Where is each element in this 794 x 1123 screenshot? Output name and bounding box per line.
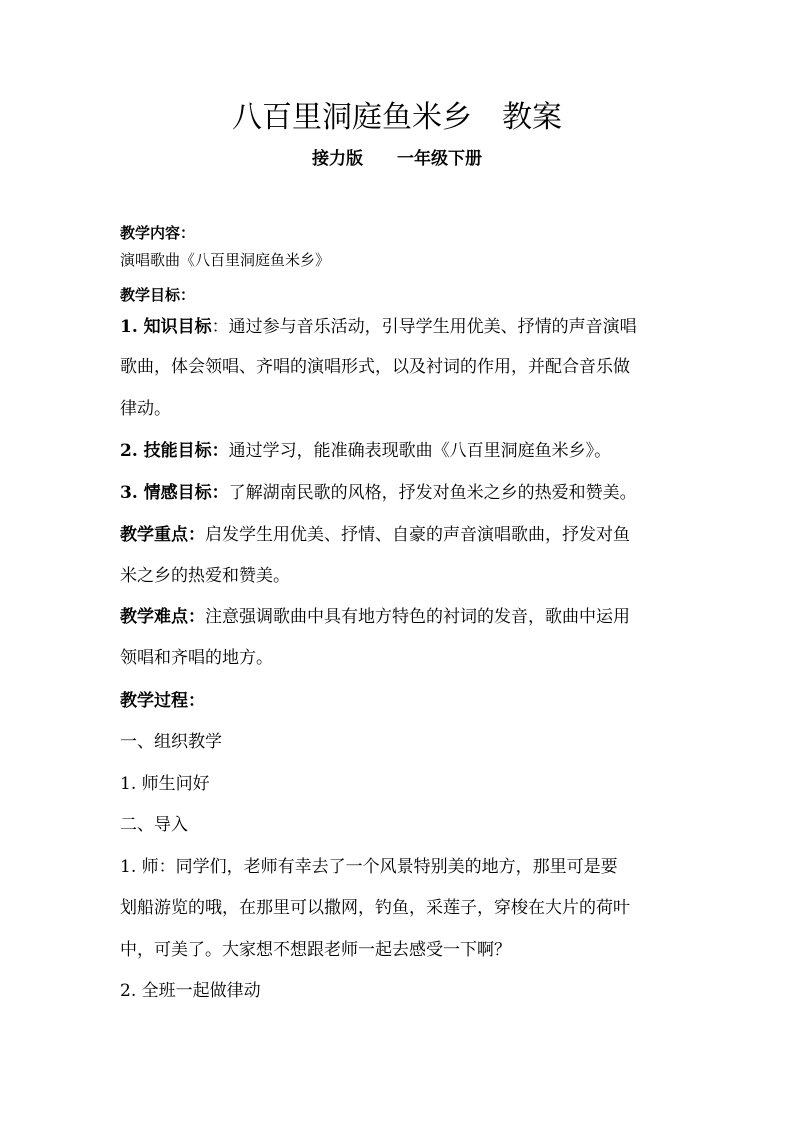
goals-heading: 教学目标： [120,286,196,304]
goal2-text: 通过学习，能准确表现歌曲《八百里洞庭鱼米乡》。 [228,441,612,461]
difficulty-label: 教学难点： [120,607,205,627]
process-heading: 教学过程： [120,691,205,711]
goal1-label: 1. 知识目标 [120,317,212,337]
goal1-line1 [120,314,637,340]
document-subtitle: 接力版 一年级下册 [312,149,482,169]
section2-item1-line2: 划船游览的哦，在那里可以撒网，钓鱼，采莲子，穿梭在大片的荷叶 [120,898,630,918]
goal1-line3: 律动。 [120,399,171,419]
goal3-text: 了解湖南民歌的风格，抒发对鱼米之乡的热爱和赞美。 [228,483,637,503]
section1-item1: 1. 师生问好 [120,774,210,794]
section1-heading: 一、组织教学 [120,732,222,752]
key-point-label: 教学重点： [120,525,205,545]
goal1-line2: 歌曲，体会领唱、齐唱的演唱形式，以及衬词的作用，并配合音乐做 [120,357,630,377]
goal3-line [120,480,637,506]
key-point-line2: 米之乡的热爱和赞美。 [120,566,290,586]
content-text: 演唱歌曲《八百里洞庭鱼米乡》 [120,251,331,269]
difficulty-line1 [120,604,630,630]
section2-item2: 2. 全班一起做律动 [120,981,261,1001]
document-title: 八百里洞庭鱼米乡 教案 [232,100,562,135]
goal2-label: 2. 技能目标： [120,441,229,461]
content-heading: 教学内容： [120,224,196,242]
difficulty-line2: 领唱和齐唱的地方。 [120,648,273,668]
goal3-label: 3. 情感目标： [120,483,229,503]
section2-item1-line1: 1. 师：同学们，老师有幸去了一个风景特别美的地方，那里可是要 [120,857,618,877]
key-point-line1 [120,522,630,548]
section2-heading: 二、导入 [120,815,188,835]
key-point-text-line1: 启发学生用优美、抒情、自豪的声音演唱歌曲，抒发对鱼 [205,525,630,545]
goal1-text-line1: ：通过参与音乐活动，引导学生用优美、抒情的声音演唱 [211,317,637,337]
goal2-line [120,438,611,464]
section2-item1-line3: 中，可美了。大家想不想跟老师一起去感受一下啊？ [120,940,511,960]
difficulty-text-line1: 注意强调歌曲中具有地方特色的衬词的发音，歌曲中运用 [205,607,630,627]
